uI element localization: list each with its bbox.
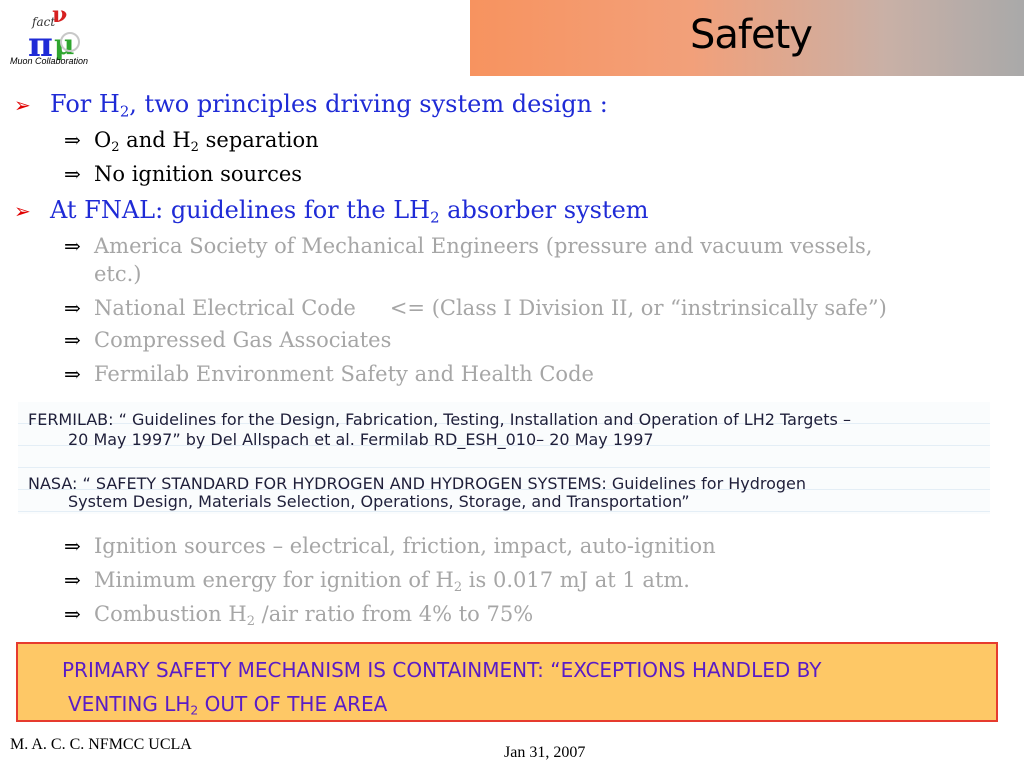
subbullet-fermilab-code: ⇒ Fermilab Environment Safety and Health Code — [64, 362, 594, 386]
subbullet-cga: ⇒ Compressed Gas Associates — [64, 328, 392, 352]
reference-box — [18, 402, 990, 514]
subbullet-separation: ⇒ $O_2$ and $H_2$ separation — [64, 128, 319, 155]
callout-line2: VENTING $LH_2$ OUT OF THE AREA — [68, 692, 388, 718]
footer-author: M. A. C. C. NFMCC UCLA — [10, 736, 192, 753]
implies-arrow-icon: ⇒ — [64, 568, 81, 592]
ref-fermilab-line2: 20 May 1997” by Del Allspach et al. Fermilab RD_ESH_010– 20 May 1997 — [68, 430, 654, 449]
ref-fermilab-line1: FERMILAB: “ Guidelines for the Design, Fabrication, Testing, Installation and Operation of LH2 Targets – — [28, 410, 851, 429]
footer-date: Jan 31, 2007 — [504, 744, 586, 761]
svg-text:μ: μ — [54, 28, 75, 60]
implies-arrow-icon: ⇒ — [64, 602, 81, 626]
implies-arrow-icon: ⇒ — [64, 362, 81, 386]
svg-text:π: π — [28, 25, 53, 60]
containment-callout — [16, 642, 998, 722]
implies-arrow-icon: ⇒ — [64, 234, 81, 258]
logo-graphic — [8, 4, 108, 60]
bullet-fnal-guidelines: ➢ At FNAL: guidelines for the $LH_2$ absorber system — [14, 196, 649, 227]
subbullet-ignition-sources: ⇒ Ignition sources – electrical, friction, impact, auto-ignition — [64, 534, 716, 558]
svg-text:fact: fact — [32, 15, 56, 29]
subbullet-nec: ⇒ National Electrical Code <= (Class I Division II, or “instrinsically safe”) — [64, 296, 887, 320]
subbullet-min-energy: ⇒ Minimum energy for ignition of $H_2$ is 0.017 mJ at 1 atm. — [64, 568, 690, 595]
implies-arrow-icon: ⇒ — [64, 162, 81, 186]
callout-line1: PRIMARY SAFETY MECHANISM IS CONTAINMENT: “EXCEPTIONS HANDLED BY — [62, 658, 822, 682]
implies-arrow-icon: ⇒ — [64, 128, 81, 152]
logo-caption: Muon Collaboration — [10, 56, 89, 66]
subbullet-no-ignition: ⇒ No ignition sources — [64, 162, 303, 186]
svg-text:ν: ν — [52, 4, 68, 28]
subbullet-asme-cont: etc.) — [94, 262, 142, 286]
subbullet-asme: ⇒ America Society of Mechanical Engineers (pressure and vacuum vessels, — [64, 234, 873, 258]
bullet-arrow-icon: ➢ — [14, 93, 31, 117]
title-bar — [470, 0, 1024, 76]
implies-arrow-icon: ⇒ — [64, 296, 81, 320]
implies-arrow-icon: ⇒ — [64, 534, 81, 558]
ref-nasa-line1: NASA: “ SAFETY STANDARD FOR HYDROGEN AND HYDROGEN SYSTEMS: Guidelines for Hydrogen — [28, 474, 807, 493]
slide-title: Safety — [690, 12, 812, 58]
muon-collaboration-logo — [8, 4, 108, 70]
implies-arrow-icon: ⇒ — [64, 328, 81, 352]
bullet-principles: ➢ For $H_2$, two principles driving system design : — [14, 90, 608, 121]
subbullet-combustion-ratio: ⇒ Combustion $H_2$ /air ratio from 4% to 75% — [64, 602, 534, 629]
ref-nasa-line2: System Design, Materials Selection, Operations, Storage, and Transportation” — [68, 492, 690, 511]
bullet-arrow-icon: ➢ — [14, 199, 31, 223]
